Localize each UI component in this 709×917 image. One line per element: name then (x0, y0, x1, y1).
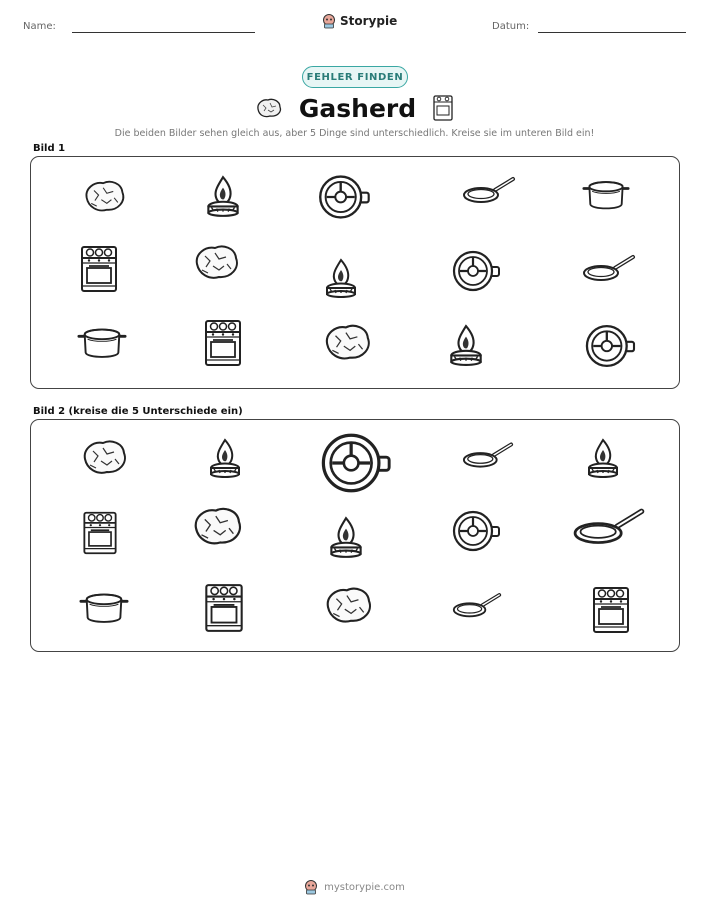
bild1-item-15[interactable] (583, 323, 639, 369)
rock-icon (255, 97, 283, 119)
stove-icon (203, 582, 245, 634)
bild1-item-7[interactable] (193, 241, 241, 283)
pot-icon (77, 323, 127, 363)
name-label: Name: (23, 21, 56, 32)
rock-icon (191, 504, 245, 548)
bild2-label: Bild 2 (kreise die 5 Unterschiede ein) (33, 406, 243, 417)
date-line[interactable] (538, 32, 686, 33)
burner-icon (321, 255, 361, 301)
pan-icon (581, 253, 637, 287)
bild2-item-11[interactable] (79, 588, 129, 628)
bild1-item-12[interactable] (203, 317, 243, 369)
bild1-label: Bild 1 (33, 143, 66, 154)
bild1-item-10[interactable] (581, 253, 637, 287)
bild2-item-5[interactable] (583, 436, 623, 480)
rock-icon (323, 321, 373, 363)
bild2-item-14[interactable] (451, 590, 503, 624)
rock-icon (81, 436, 129, 478)
burner-icon (325, 514, 367, 560)
knob-icon (317, 173, 373, 221)
bild2-panel[interactable] (30, 419, 680, 652)
pot-icon (582, 175, 630, 215)
knob-icon (451, 508, 503, 554)
burner-icon (203, 436, 247, 480)
title-row (0, 92, 709, 124)
bild1-panel[interactable] (30, 156, 680, 389)
bild1-item-1[interactable] (83, 175, 127, 217)
page-title: Gasherd (298, 93, 417, 123)
bild2-item-15[interactable] (591, 584, 631, 636)
storypie-mascot-icon (322, 13, 336, 29)
bild1-item-14[interactable] (445, 321, 487, 369)
bild1-item-4[interactable] (461, 175, 517, 209)
bild2-item-8[interactable] (325, 514, 367, 560)
stove-icon (79, 510, 121, 556)
bild2-item-7[interactable] (191, 504, 245, 548)
pan-icon (571, 506, 647, 552)
stove-icon (79, 243, 119, 295)
bild2-item-6[interactable] (79, 510, 121, 556)
stove-icon (591, 584, 631, 636)
bild2-item-4[interactable] (461, 440, 515, 474)
footer (0, 879, 709, 895)
bild2-item-3[interactable] (319, 428, 395, 498)
pan-icon (451, 590, 503, 624)
rock-icon (323, 584, 375, 626)
rock-icon (83, 175, 127, 217)
name-line[interactable] (72, 32, 255, 33)
instructions-text: Die beiden Bilder sehen gleich aus, aber 5 Dinge sind unterschiedlich. Kreise sie im unteren Bild ein! (114, 128, 595, 139)
bild2-item-10[interactable] (571, 506, 647, 552)
storypie-mascot-icon (304, 879, 318, 895)
pan-icon (461, 175, 517, 209)
bild1-item-8[interactable] (321, 255, 361, 301)
bild2-item-12[interactable] (203, 582, 245, 634)
bild1-item-2[interactable] (201, 173, 245, 219)
footer-url[interactable]: mystorypie.com (324, 881, 405, 893)
brand-name: Storypie (340, 14, 398, 28)
bild1-item-6[interactable] (79, 243, 119, 295)
knob-icon (451, 249, 503, 293)
rock-icon (193, 241, 241, 283)
bild1-item-5[interactable] (582, 175, 630, 215)
knob-icon (583, 323, 639, 369)
bild2-item-1[interactable] (81, 436, 129, 478)
stove-icon (203, 317, 243, 369)
date-label: Datum: (492, 21, 530, 32)
bild1-item-11[interactable] (77, 323, 127, 363)
knob-icon (319, 428, 395, 498)
pan-icon (461, 440, 515, 474)
bild1-item-13[interactable] (323, 321, 373, 363)
burner-icon (445, 321, 487, 369)
bild1-item-9[interactable] (451, 249, 503, 293)
stove-icon (432, 94, 454, 122)
activity-badge: FEHLER FINDEN (302, 66, 408, 88)
bild1-item-3[interactable] (317, 173, 373, 221)
burner-icon (583, 436, 623, 480)
bild2-item-2[interactable] (203, 436, 247, 480)
pot-icon (79, 588, 129, 628)
brand-logo (322, 13, 397, 29)
bild2-item-13[interactable] (323, 584, 375, 626)
burner-icon (201, 173, 245, 219)
bild2-item-9[interactable] (451, 508, 503, 554)
